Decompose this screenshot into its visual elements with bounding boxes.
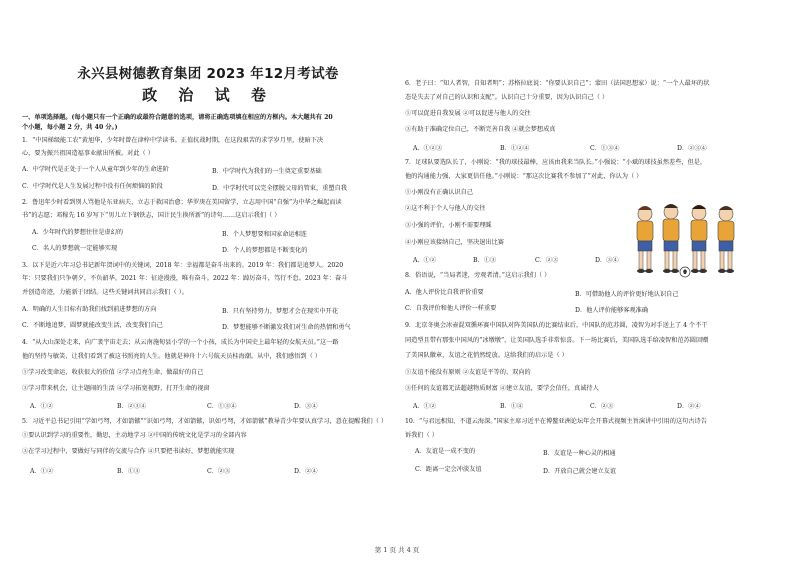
question-6-option-c: C．①③④ [590,145,620,152]
question-7-option-a: A．①② [413,257,437,264]
player-2 [663,204,679,273]
question-6-option-b: B．①②④ [500,145,530,152]
question-4-statements: ①学习改变命运，收获很大的价值 ②学习点亮生命，做最好的自己 [22,369,204,376]
section-heading-2: 个小题，每小题 2 分，共 40 分。) [22,124,118,131]
question-8-stem: 8．俗语说，“当局者迷，旁观者清。”这启示我们（ ） [405,272,551,279]
question-1-option-d: D．中学时代可以完全摆脱父母的管束，重塑自我 [212,185,347,192]
question-4-option-a: A．①② [30,403,54,410]
question-5-option-a: A．①② [30,468,54,475]
question-8-option-c: C．自我评价和他人评价一样重要 [405,305,497,312]
question-1-stem: 心，要为振兴祖国造福事业献出所被。对此（ ） [22,150,154,157]
question-1-option-a: A．中学时代是正处于一个人从童年到少年的生命进阶 [22,166,169,173]
question-7-stem: 7．足球队要选队长了，小刚说：“我的球技最棒，应该由我来当队长。”小强说：“小斌的球技虽然差些，但是， [405,159,707,166]
question-3-option-b: B．只有坚持努力，梦想才会在现实中开花 [222,308,338,315]
question-1-stem: 1．“中国梯级能工农”黄旭华，少年时曾在津梓中学读书。正值抗战时期，在这段艰苦的求学岁月里，使暗下决 [22,137,324,144]
question-4-option-c: C．①③④ [207,403,237,410]
question-4-statements: ③学习带来机会，让主题闹的生活 ④学习拓宽视野，打开生命的视窗 [22,385,210,392]
question-2-option-d: D．个人的梦想都是不断变化的 [222,247,308,254]
question-5-option-d: D．②④ [294,468,318,475]
question-5-stem: ①要认识到学习的重要性，勤思，主动地学习 ②中国的传统文化是学习的全部内容 [22,432,247,439]
player-4 [718,206,734,273]
question-6-option-a: A．①②③ [413,145,443,152]
question-6-option-d: D．②③④ [677,145,707,152]
question-5-option-b: B．①③ [117,468,141,475]
question-10-stem: 诉我们（ ） [405,432,438,439]
question-10-stem: 10．“与君远相知，不道云海深。”国家主席习近平在博鳌亚洲论坛年会开幕式视频主旨演讲中引用的这句古诗告 [405,418,707,425]
question-9-stem: 了美国队徽章，友谊之花悄然绽放。这给我们的启示是（ ） [405,352,568,359]
question-9-option-a: A．①② [413,403,437,410]
question-7-statement: ③小强的评价，小刚不需要理睬 [405,222,492,229]
question-9-option-b: B．①④ [500,403,524,410]
question-4-stem: 4．“从大山深处走来，向广袤宇宙走去；从云南施甸县小学的一个小孩，成长为中国史上最年轻的女航天员。”这一路 [22,339,339,346]
question-2-option-a: A．少年时代的梦想往往是虚幻的 [32,229,124,236]
question-4-stem: 他的坚持与敏笑，让我们看到了被这书照亮的人生。他就是神舟十六号航天员桂海潮。从中，我们感悟到（ ） [22,353,321,360]
section-heading: 一、单项选择题。(每小题只有一个正确的或最符合题意的选项，请将正确选项填在相应的方框内。本大题共有 20 [22,114,333,121]
question-6-statements: ①可以促进自我发展 ②可以促进与他人的交往 [405,110,531,117]
page-number: 第 1 页 共 4 页 [374,546,420,554]
question-8-option-a: A．他人评价比自我评价重要 [405,289,484,296]
question-2-stem: 书”的志愿；邓稼先 16 岁写下“男儿立下钢铁志，国计民生换所新”的诗句……这启示我们（ ） [22,212,281,219]
page-title: 永兴县树德教育集团 2023 年12月考试卷 [77,66,339,82]
question-9-option-d: D．②④ [677,403,701,410]
player-3 [691,205,707,273]
question-10-option-b: B．友谊是一种心灵的相通 [543,450,616,457]
question-3-stem: 年：只要我们只争朝夕，不负韶华。2021 年：征途漫漫，唯有奋斗。2022 年：踔厉奋斗，笃行不怠。2023 年：奋斗 [22,275,348,282]
question-6-statements: ③有助于准确定位自己，不断完善自我 ④就会梦想成真 [405,126,556,133]
question-2-option-b: B．个人梦想要和国家命运相连 [222,231,307,238]
question-3-option-d: D．梦想能够不断激发我们对生命的热情和勇气 [222,324,351,331]
question-5-stem: 5．习近平总书记引用“学如弓弩，才如箭镞”“识如弓弩，才如箭镞，识如弓弩，才如箭镞”教导青少年要认真学习，意在提醒我们（ ） [22,418,388,425]
question-8-option-b: B．可借助他人的评价更好地认识自己 [575,291,679,298]
question-5-option-c: C．②③ [207,468,231,475]
question-9-stem: 9．北京冬奥会冰壶混双循环赛中国队对阵美国队的比赛结束后，中国队的范苏圆，凌智为对手送上了 4 个不干 [405,322,708,329]
question-2-stem: 2．鲁迅年少时看到别人骂他是东亚病夫，立志于救国治愈；华罗庚在美国留学，立志用中国“自强”为中华之崛起而读 [22,199,342,206]
question-3-option-a: A．明确的人生目标有助我们找到前进梦想的方向 [22,306,157,313]
question-3-stem: 并创造奇迹，力能新于团结。这些关键词共同启示我们（ ）。 [22,289,188,296]
question-1-option-c: C．中学时代是人生发展过程中没有任何烦恼的阶段 [22,183,163,190]
question-5-statements: ③在学习过程中，要做好与同伴的交流与合作 ④只要把书读好，梦想就能实现 [22,448,235,455]
question-9-option-c: C．②③ [590,403,614,410]
question-6-stem: 态是失去了对自己的认识和支配”。认识自己十分重要，因为认识自己（ ） [405,94,609,101]
question-10-option-c: C．距离一定会冲淡友谊 [415,466,482,473]
question-9-statements: ③任何的友谊都无法超越物质财富 ④建立友谊，要学会信任，真诚待人 [405,385,599,392]
question-9-statements: ①友谊不能没有原则 ②友谊是平等的、双向的 [405,369,531,376]
page-subtitle: 政 治 试 卷 [142,86,274,104]
football-icon [680,267,690,277]
question-4-option-b: B．②③④ [117,403,147,410]
question-7-option-b: B．①③ [473,257,497,264]
question-7-statement: ④小刚应该接纳自己，坚决退出比赛 [405,239,504,246]
question-7-statement: ②这不利于个人与他人的交往 [405,205,486,212]
question-7-stem: 他的沟通能力强，大家更信任他。”小刚说：“那这次比赛我不参加了”对此，你认为（ ） [405,173,643,180]
question-8-option-d: D．他人评价能够客观准确 [575,307,649,314]
question-9-stem: 同造型且带有那张中国风的“冰墩墩”，让美国队选手非常惊喜。下一场比赛后，美国队选手给凌智和范苏圆回赠 [405,337,709,344]
question-1-option-b: B．中学时代为我们的一生奠定重要基础 [212,168,322,175]
question-7-option-d: D．③④ [595,257,619,264]
question-10-option-d: D．开放自己就会建立友谊 [543,468,617,475]
question-3-option-c: C．不断地追梦，圆梦就能改变生活，改变我们自己 [22,322,163,329]
question-7-statement: ①小刚没有正确认识自己 [405,189,474,196]
question-3-stem: 3．以下是近六年习总书记新年贺词中的关键词，2018 年：幸福都是奋斗出来的。2019 年：我们都是追梦人。2020 [22,262,344,269]
question-10-option-a: A．友谊是一成不变的 [415,448,476,455]
question-2-option-c: C．名人的梦想就一定能够实现 [32,245,118,252]
question-6-stem: 6．老子曰：“知人者智，自知者明”；苏格拉底说：“你要认识自己”；蒙田（法国思想家）说：“一个人最坏的状 [405,80,710,87]
player-1 [637,206,653,273]
football-players-illustration [627,196,749,280]
question-7-option-c: C．②③ [535,257,559,264]
question-4-option-d: D．③④ [294,403,318,410]
